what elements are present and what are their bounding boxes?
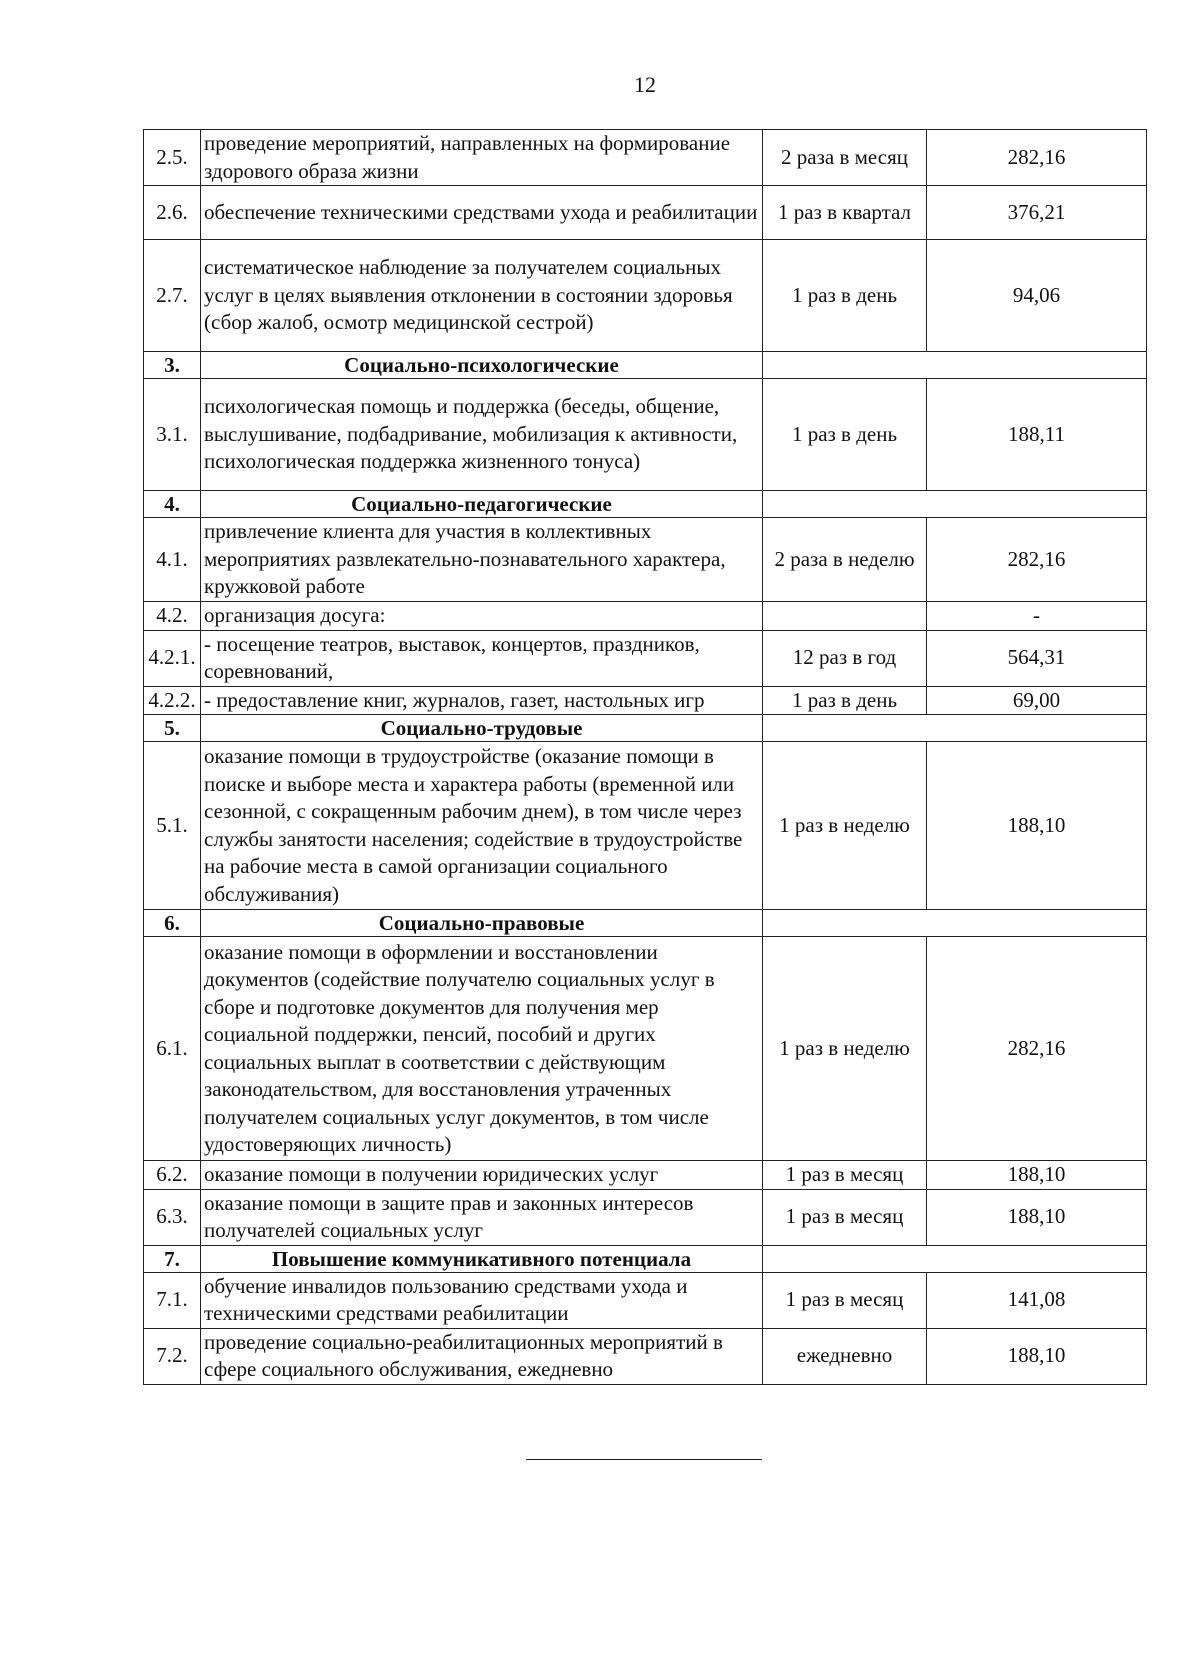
section-number: 5. [144, 715, 201, 742]
table-row [144, 602, 1147, 631]
table-row [144, 630, 1147, 686]
services-table [143, 129, 1147, 1385]
service-price: 94,06 [927, 240, 1147, 352]
row-number: 4.1. [144, 518, 201, 602]
section-title: Социально-трудовые [201, 715, 763, 742]
row-number: 5.1. [144, 742, 201, 910]
row-number: 6.1. [144, 937, 201, 1161]
section-number: 7. [144, 1245, 201, 1272]
table-row [144, 1189, 1147, 1245]
page-number: 12 [634, 72, 656, 97]
service-price: 188,10 [927, 1189, 1147, 1245]
service-price: 188,10 [927, 1161, 1147, 1190]
section-empty-cell [763, 352, 1147, 379]
service-description: оказание помощи в оформлении и восстановлении документов (содействие получателю социальных услуг в сборе и подготовке документов для получения мер социальной поддержки, пенсий, пособий и других социальных выплат в соответствии с действующим законодательством, для восстановления утраченных получателем социальных услуг документов, в том числе удостоверяющих личность) [201, 937, 763, 1161]
service-description: - предоставление книг, журналов, газет, настольных игр [201, 686, 763, 715]
service-frequency: 1 раз в месяц [763, 1272, 927, 1328]
row-number: 2.5. [144, 130, 201, 186]
end-divider [526, 1459, 762, 1460]
service-frequency: 1 раз в неделю [763, 742, 927, 910]
service-description: проведение мероприятий, направленных на формирование здорового образа жизни [201, 130, 763, 186]
service-price: 69,00 [927, 686, 1147, 715]
service-price: 282,16 [927, 518, 1147, 602]
service-description: систематическое наблюдение за получателем социальных услуг в целях выявления отклонении в состоянии здоровья (сбор жалоб, осмотр медицинской сестрой) [201, 240, 763, 352]
row-number: 6.3. [144, 1189, 201, 1245]
service-frequency: 12 раз в год [763, 630, 927, 686]
service-price: 282,16 [927, 937, 1147, 1161]
table-row [144, 186, 1147, 240]
service-frequency: 1 раз в месяц [763, 1161, 927, 1190]
service-description: - посещение театров, выставок, концертов, праздников, соревнований, [201, 630, 763, 686]
section-empty-cell [763, 491, 1147, 518]
section-empty-cell [763, 910, 1147, 937]
section-header-row [144, 1245, 1147, 1272]
section-header-row [144, 491, 1147, 518]
table-row [144, 379, 1147, 491]
service-frequency: 2 раза в неделю [763, 518, 927, 602]
row-number: 4.2. [144, 602, 201, 631]
table-row [144, 1328, 1147, 1384]
row-number: 4.2.2. [144, 686, 201, 715]
row-number: 3.1. [144, 379, 201, 491]
row-number: 7.2. [144, 1328, 201, 1384]
table-row [144, 686, 1147, 715]
table-row [144, 1161, 1147, 1190]
section-header-row [144, 352, 1147, 379]
service-frequency: 1 раз в квартал [763, 186, 927, 240]
service-description: оказание помощи в трудоустройстве (оказание помощи в поиске и выборе места и характера работы (временной или сезонной, с сокращенным рабочим днем), в том числе через службы занятости населения; содействие в трудоустройстве на рабочие места в самой организации социального обслуживания) [201, 742, 763, 910]
service-frequency: 1 раз в день [763, 379, 927, 491]
service-price: 188,10 [927, 742, 1147, 910]
table-row [144, 1272, 1147, 1328]
service-price: 564,31 [927, 630, 1147, 686]
section-number: 6. [144, 910, 201, 937]
section-title: Повышение коммуникативного потенциала [201, 1245, 763, 1272]
table-row [144, 240, 1147, 352]
service-price: 188,10 [927, 1328, 1147, 1384]
section-empty-cell [763, 1245, 1147, 1272]
service-description: организация досуга: [201, 602, 763, 631]
service-price: 376,21 [927, 186, 1147, 240]
section-number: 4. [144, 491, 201, 518]
service-description: психологическая помощь и поддержка (беседы, общение, выслушивание, подбадривание, мобилизация к активности, психологическая поддержка жизненного тонуса) [201, 379, 763, 491]
service-frequency [763, 602, 927, 631]
service-description: привлечение клиента для участия в коллективных мероприятиях развлекательно-познавательного характера, кружковой работе [201, 518, 763, 602]
service-frequency: 1 раз в день [763, 686, 927, 715]
service-price: 188,11 [927, 379, 1147, 491]
section-number: 3. [144, 352, 201, 379]
service-description: обеспечение техническими средствами ухода и реабилитации [201, 186, 763, 240]
section-title: Социально-правовые [201, 910, 763, 937]
section-empty-cell [763, 715, 1147, 742]
table-row [144, 742, 1147, 910]
service-description: оказание помощи в получении юридических услуг [201, 1161, 763, 1190]
service-price: 282,16 [927, 130, 1147, 186]
row-number: 7.1. [144, 1272, 201, 1328]
service-frequency: 2 раза в месяц [763, 130, 927, 186]
row-number: 2.7. [144, 240, 201, 352]
row-number: 6.2. [144, 1161, 201, 1190]
service-frequency: 1 раз в день [763, 240, 927, 352]
service-frequency: 1 раз в месяц [763, 1189, 927, 1245]
service-description: оказание помощи в защите прав и законных интересов получателей социальных услуг [201, 1189, 763, 1245]
table-row [144, 518, 1147, 602]
section-title: Социально-психологические [201, 352, 763, 379]
section-header-row [144, 910, 1147, 937]
service-price: - [927, 602, 1147, 631]
section-header-row [144, 715, 1147, 742]
service-frequency: ежедневно [763, 1328, 927, 1384]
table-row [144, 130, 1147, 186]
service-description: проведение социально-реабилитационных мероприятий в сфере социального обслуживания, ежедневно [201, 1328, 763, 1384]
service-description: обучение инвалидов пользованию средствами ухода и техническими средствами реабилитации [201, 1272, 763, 1328]
row-number: 2.6. [144, 186, 201, 240]
service-price: 141,08 [927, 1272, 1147, 1328]
service-frequency: 1 раз в неделю [763, 937, 927, 1161]
section-title: Социально-педагогические [201, 491, 763, 518]
row-number: 4.2.1. [144, 630, 201, 686]
table-row [144, 937, 1147, 1161]
